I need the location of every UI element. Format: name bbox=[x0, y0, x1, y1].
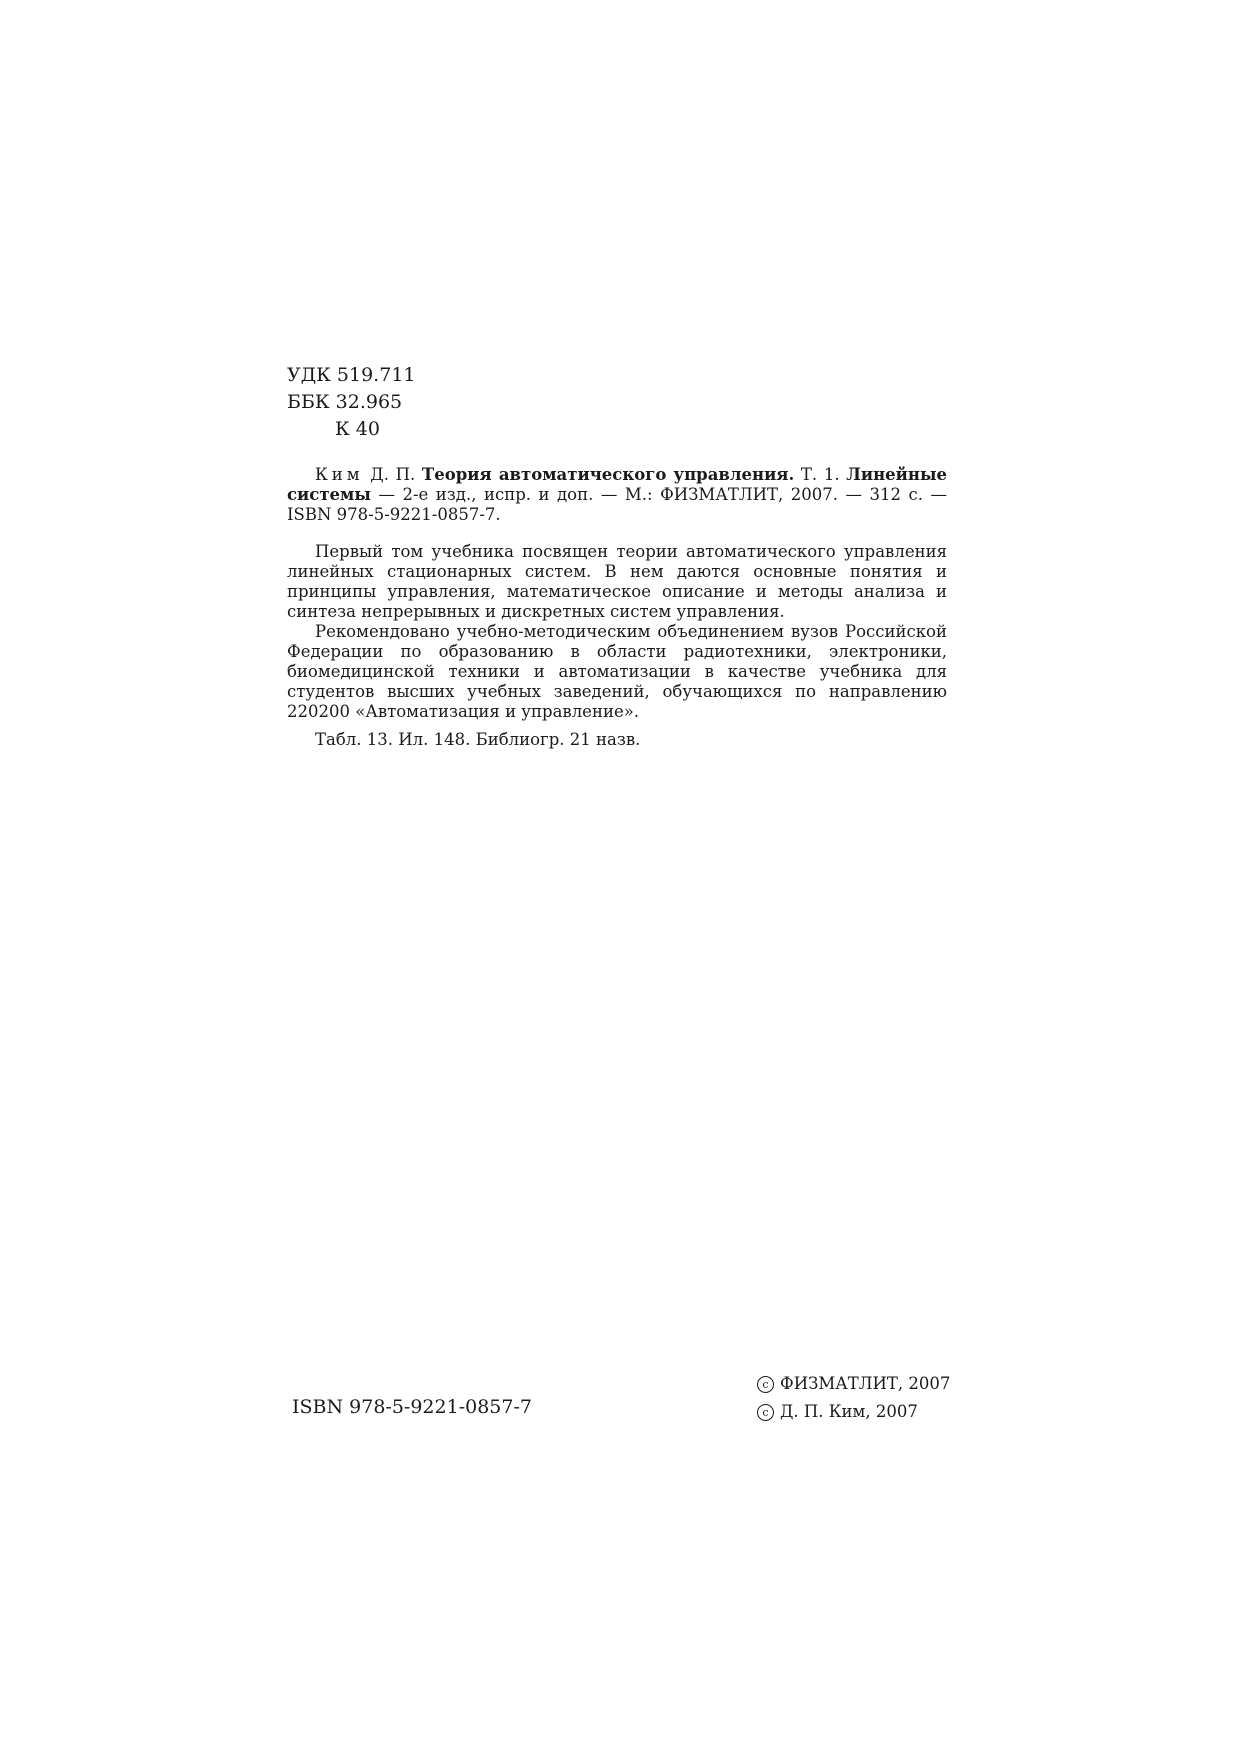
copyright-publisher bbox=[757, 1370, 950, 1398]
copyright-author-text: Д. П. Ким, 2007 bbox=[780, 1402, 918, 1421]
abstract-block bbox=[287, 542, 947, 750]
statistics-line: Табл. 13. Ил. 148. Библиогр. 21 назв. bbox=[315, 730, 641, 749]
imprint-details: — 2-е изд., испр. и доп. — М.: ФИЗМАТЛИТ, 2007. — 312 с. — ISBN 978-5-9221-0857-7. bbox=[287, 485, 947, 524]
author-initials: Д. П. bbox=[370, 465, 416, 484]
author-mark: К 40 bbox=[335, 418, 380, 440]
copyright-publisher-text: ФИЗМАТЛИТ, 2007 bbox=[780, 1374, 951, 1393]
abstract-paragraph: Первый том учебника посвящен теории автоматического управления линейных стационарных систем. В нем даются основные понятия и принципы управления, математическое описание и методы анализа и синтеза непрерывных и дискретных систем управления. bbox=[287, 542, 947, 621]
classification-block bbox=[287, 362, 416, 443]
recommendation-paragraph: Рекомендовано учебно-методическим объединением вузов Российской Федерации по образованию в области радиотехники, электроники, биомедицинской техники и автоматизации в качестве учебника для студентов высших учебных заведений, обучающихся по направлению 220200 «Автоматизация и управление». bbox=[287, 622, 947, 721]
book-subtitle: Линейные системы bbox=[287, 465, 948, 504]
copyright-author bbox=[757, 1398, 950, 1426]
bbk-code: ББК 32.965 bbox=[287, 391, 403, 413]
isbn-number: ISBN 978-5-9221-0857-7 bbox=[292, 1396, 532, 1418]
copyright-icon: c bbox=[757, 1376, 774, 1393]
copyright-block bbox=[757, 1370, 950, 1426]
udk-code: УДК 519.711 bbox=[287, 364, 416, 386]
copyright-icon: c bbox=[757, 1404, 774, 1421]
bibliographic-entry bbox=[287, 465, 947, 525]
book-title: Теория автоматического управления. bbox=[421, 465, 795, 484]
volume-number: Т. 1. bbox=[800, 465, 840, 484]
author-surname: Ким bbox=[315, 465, 364, 484]
